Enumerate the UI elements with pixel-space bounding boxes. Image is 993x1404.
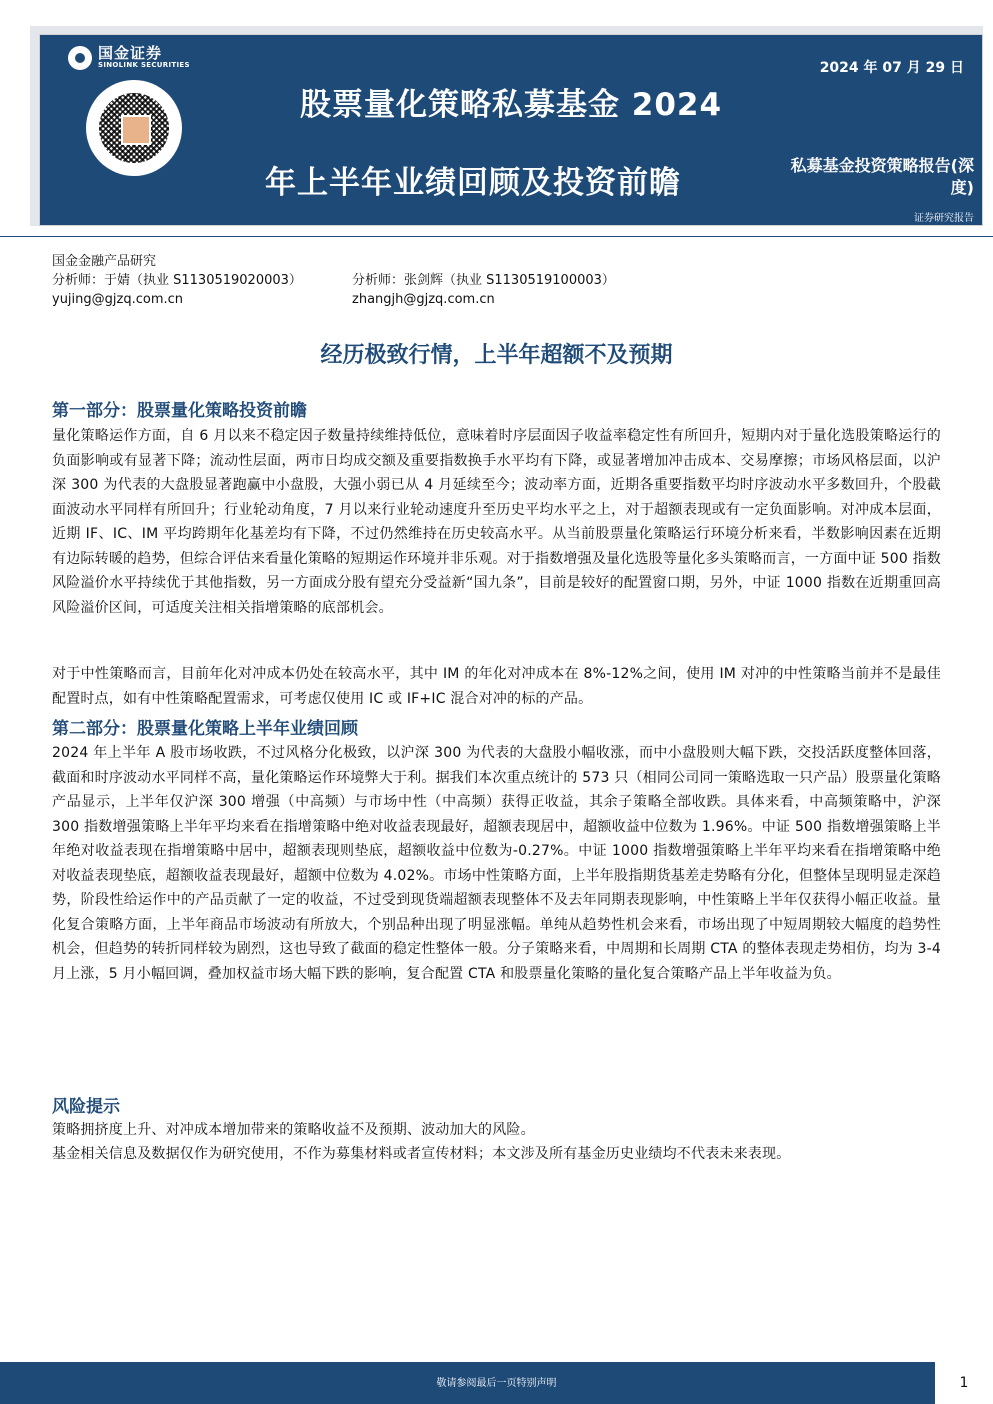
report-date: 2024 年 07 月 29 日 — [819, 60, 964, 76]
risk-paragraph-1: 策略拥挤度上升、对冲成本增加带来的策略收益不及预期、波动加大的风险。 — [52, 1122, 535, 1138]
analyst-2-email[interactable]: zhangjh@gjzq.com.cn — [352, 292, 495, 307]
report-title-line1: 股票量化策略私募基金 2024 — [299, 87, 723, 123]
footer-bar — [0, 1362, 993, 1404]
section-1-title: 第一部分：股票量化策略投资前瞻 — [52, 401, 307, 421]
logo-cn-text: 国金证券 — [98, 44, 163, 62]
footer-disclaimer-note: 敬请参阅最后一页特别声明 — [436, 1378, 557, 1389]
analyst-1-name: 分析师：于婧（执业 S1130519020003） — [52, 273, 302, 288]
analyst-2-name: 分析师：张剑辉（执业 S1130519100003） — [352, 273, 615, 288]
report-type: 私募基金投资策略报告(深度) — [790, 156, 974, 197]
analyst-info — [52, 252, 615, 309]
section-2-title: 第二部分：股票量化策略上半年业绩回顾 — [52, 719, 358, 739]
company-logo — [68, 45, 190, 70]
analyst-1-email[interactable]: yujing@gjzq.com.cn — [52, 292, 184, 307]
section-1-paragraph-1: 量化策略运作方面，自 6 月以来不稳定因子数量持续维持低位，意味着时序层面因子收益率稳定性有所回升，短期内对于量化选股策略运行的负面影响或有显著下降；流动性层面，两市日均成交额及重要指数换手水平均有下降，或显著增加冲击成本、交易摩擦；市场风格层面，以沪深 300 为代表的大盘股显著跑赢中小盘股，大强小弱已从 4 月延续至今；波动率方面，近期各重要指数平均时序波动水平多数回升，个股截面波动水平同样有所回升；行业轮动角度，7 月以来行业轮动速度升至历史平均水平之上，对于超额表现或有一定负面影响。对冲成本层面，近期 IF、IC、IM 平均跨期年化基差均有下降，不过仍然维持在历史较高水平。从当前股票量化策略运行环境分析来看，半数影响因素在近期有边际转暖的趋势，但综合评估来看量化策略的短期运作环境并非乐观。对于指数增强及量化选股等量化多头策略而言，一方面中证 500 指数风险溢价水平持续优于其他指数，另一方面成分股有望充分受益新“国九条”，目前是较好的配置窗口期，另外，中证 1000 指数在近期重回高风险溢价区间，可适度关注相关指增策略的底部机会。 — [52, 428, 941, 616]
risk-title: 风险提示 — [52, 1097, 120, 1117]
header-banner — [40, 35, 982, 225]
logo-mark-icon — [68, 46, 92, 70]
risk-paragraph-2: 基金相关信息及数据仅作为研究使用，不作为募集材料或者宣传材料；本文涉及所有基金历史业绩均不代表未来表现。 — [52, 1146, 791, 1162]
logo-en-text: SINOLINK SECURITIES — [98, 61, 190, 69]
header-divider — [0, 236, 993, 237]
report-title-line2: 年上半年业绩回顾及投资前瞻 — [265, 165, 681, 201]
research-org: 国金金融产品研究 — [52, 254, 157, 269]
page-number: 1 — [935, 1362, 993, 1404]
section-2-paragraph-1: 2024 年上半年 A 股市场收跌，不过风格分化极致，以沪深 300 为代表的大盘股小幅收涨，而中小盘股则大幅下跌，交投活跃度整体回落，截面和时序波动水平同样不高，量化策略运作环境弊大于利。据我们本次重点统计的 573 只（相同公司同一策略选取一只产品）股票量化策略产品显示，上半年仅沪深 300 增强（中高频）与市场中性（中高频）获得正收益，其余子策略全部收跌。具体来看，中高频策略中，沪深 300 指数增强策略上半年平均来看在指增策略中绝对收益表现最好，超额表现居中，超额收益中位数为 1.96%。中证 500 指数增强策略上半年绝对收益表现在指增策略中居中，超额表现则垫底，超额收益中位数为-0.27%。中证 1000 指数增强策略上半年平均来看在指增策略中绝对收益表现垫底，超额收益表现最好，超额中位数为 4.02%。市场中性策略方面，上半年股指期货基差走势略有分化，但整体呈现明显走深趋势，阶段性给运作中的产品贡献了一定的收益，不过受到现货端超额表现整体不及去年同期表现影响，中性策略上半年仅获得小幅正收益。量化复合策略方面，上半年商品市场波动有所放大，个别品种出现了明显涨幅。单纯从趋势性机会来看，市场出现了中短周期较大幅度的趋势性机会，但趋势的转折同样较为剧烈，这也导致了截面的稳定性整体一般。分子策略来看，中周期和长周期 CTA 的整体表现走势相仿，均为 3-4 月上涨，5 月小幅回调，叠加权益市场大幅下跌的影响，复合配置 CTA 和股票量化策略的量化复合策略产品上半年收益为负。 — [52, 745, 941, 982]
report-label: 证券研究报告 — [914, 213, 974, 224]
report-headline: 经历极致行情，上半年超额不及预期 — [320, 343, 673, 368]
section-1-paragraph-2: 对于中性策略而言，目前年化对冲成本仍处在较高水平，其中 IM 的年化对冲成本在 8%-12%之间，使用 IM 对冲的中性策略当前并不是最佳配置时点，如有中性策略配置需求，可考虑仅使用 IC 或 IF+IC 混合对冲的标的产品。 — [52, 666, 941, 707]
